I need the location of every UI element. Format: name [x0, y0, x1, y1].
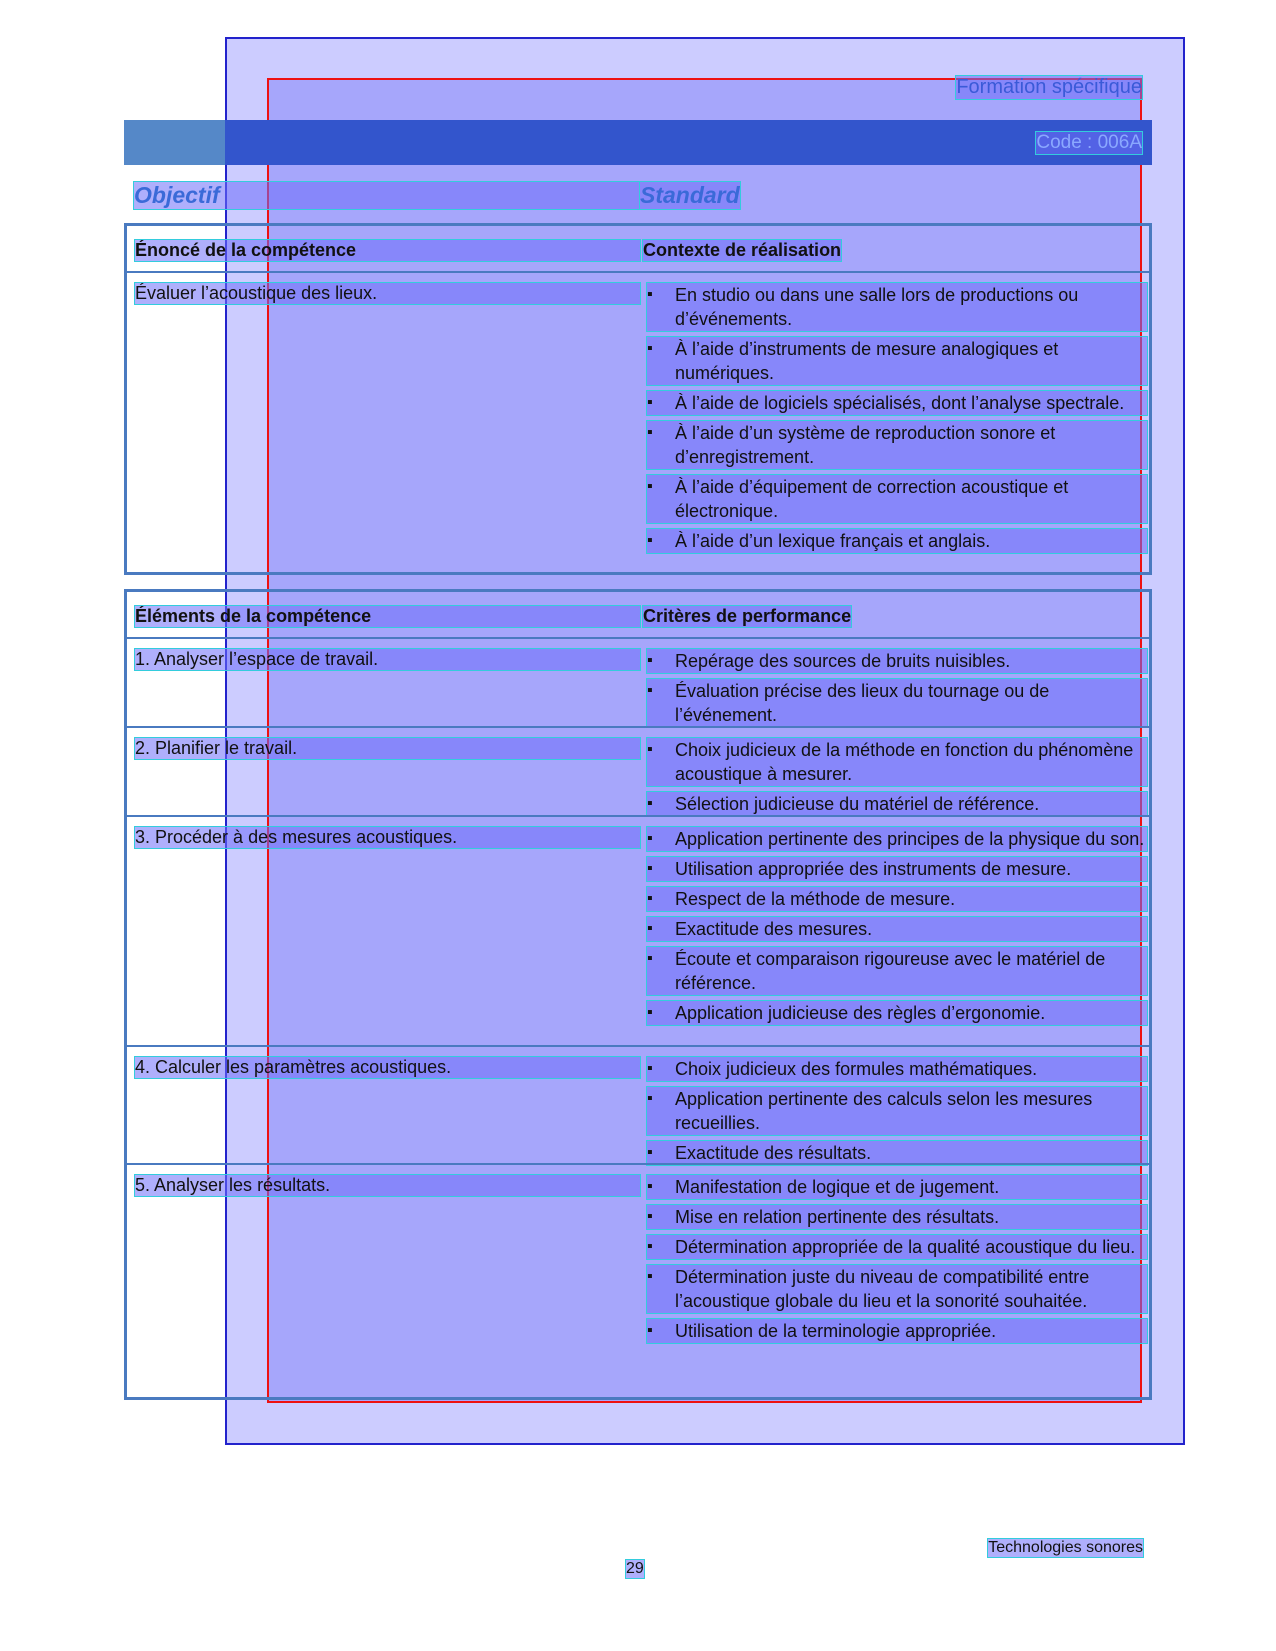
table-row [127, 1163, 1149, 1399]
list-item: ▪ Respect de la méthode de mesure. [647, 887, 1147, 911]
element-text: 1. Analyser l’espace de travail. [135, 649, 640, 670]
element-text: 2. Planifier le travail. [135, 738, 640, 759]
code-label: Code : 006A [1036, 132, 1142, 153]
element-text: 5. Analyser les résultats. [135, 1175, 640, 1196]
list-item: ▪ Utilisation appropriée des instruments de mesure. [647, 857, 1147, 881]
objectif-title: Objectif [134, 182, 639, 209]
list-item: ▪ Mise en relation pertinente des résultats. [647, 1205, 1147, 1229]
contexte-header: Contexte de réalisation [643, 240, 842, 260]
list-item: ▪ Manifestation de logique et de jugement. [647, 1175, 1147, 1199]
list-item: ▪ Détermination appropriée de la qualité acoustique du lieu. [647, 1235, 1147, 1259]
criteres-list [647, 827, 1147, 1031]
elements-table [124, 589, 1152, 1400]
program-name: Technologies sonores [988, 1539, 1143, 1556]
element-text: 3. Procéder à des mesures acoustiques. [135, 827, 640, 848]
table1-header-row [127, 226, 1149, 271]
enonce-header: Énoncé de la compétence [135, 240, 640, 261]
list-item: ▪ Utilisation de la terminologie appropriée. [647, 1319, 1147, 1343]
formation-label: Formation spécifique [956, 76, 1142, 98]
header-band-accent [124, 120, 225, 165]
list-item: ▪ À l’aide de logiciels spécialisés, dont l’analyse spectrale. [647, 391, 1147, 415]
competence-table [124, 223, 1152, 575]
list-item: ▪ À l’aide d’un système de reproduction sonore et d’enregistrement. [647, 421, 1147, 469]
list-item: ▪ Choix judicieux des formules mathématiques. [647, 1057, 1147, 1081]
enonce-text: Évaluer l’acoustique des lieux. [135, 283, 640, 304]
list-item: ▪ Application judicieuse des règles d’ergonomie. [647, 1001, 1147, 1025]
list-item: ▪ Exactitude des mesures. [647, 917, 1147, 941]
list-item: ▪ À l’aide d’équipement de correction acoustique et électronique. [647, 475, 1147, 523]
list-item: ▪ Application pertinente des principes de la physique du son. [647, 827, 1147, 851]
criteres-list [647, 649, 1147, 733]
table-row [127, 1045, 1149, 1165]
list-item: ▪ Détermination juste du niveau de compatibilité entre l’acoustique globale du lieu et la sonorité souhaitée. [647, 1265, 1147, 1313]
list-item: ▪ Application pertinente des calculs selon les mesures recueillies. [647, 1087, 1147, 1135]
list-item: ▪ Repérage des sources de bruits nuisibles. [647, 649, 1147, 673]
criteres-list [647, 1175, 1147, 1349]
criteres-header: Critères de performance [643, 606, 852, 626]
header-band [124, 120, 1152, 165]
list-item: ▪ Exactitude des résultats. [647, 1141, 1147, 1165]
standard-title: Standard [640, 182, 740, 208]
list-item: ▪ En studio ou dans une salle lors de productions ou d’événements. [647, 283, 1147, 331]
page-number: 29 [626, 1560, 644, 1577]
list-item: ▪ Sélection judicieuse du matériel de référence. [647, 792, 1147, 816]
elements-header: Éléments de la compétence [135, 606, 640, 627]
table-row [127, 815, 1149, 1047]
table1-body-row [127, 271, 1149, 573]
criteres-list [647, 738, 1147, 822]
element-text: 4. Calculer les paramètres acoustiques. [135, 1057, 640, 1078]
list-item: ▪ Évaluation précise des lieux du tournage ou de l’événement. [647, 679, 1147, 727]
criteres-list [647, 1057, 1147, 1171]
list-item: ▪ Choix judicieux de la méthode en fonction du phénomène acoustique à mesurer. [647, 738, 1147, 786]
list-item: ▪ À l’aide d’un lexique français et anglais. [647, 529, 1147, 553]
list-item: ▪ À l’aide d’instruments de mesure analogiques et numériques. [647, 337, 1147, 385]
table2-header-row [127, 592, 1149, 637]
table-row [127, 637, 1149, 728]
contexte-list [647, 283, 1147, 559]
list-item: ▪ Écoute et comparaison rigoureuse avec le matériel de référence. [647, 947, 1147, 995]
table-row [127, 726, 1149, 817]
